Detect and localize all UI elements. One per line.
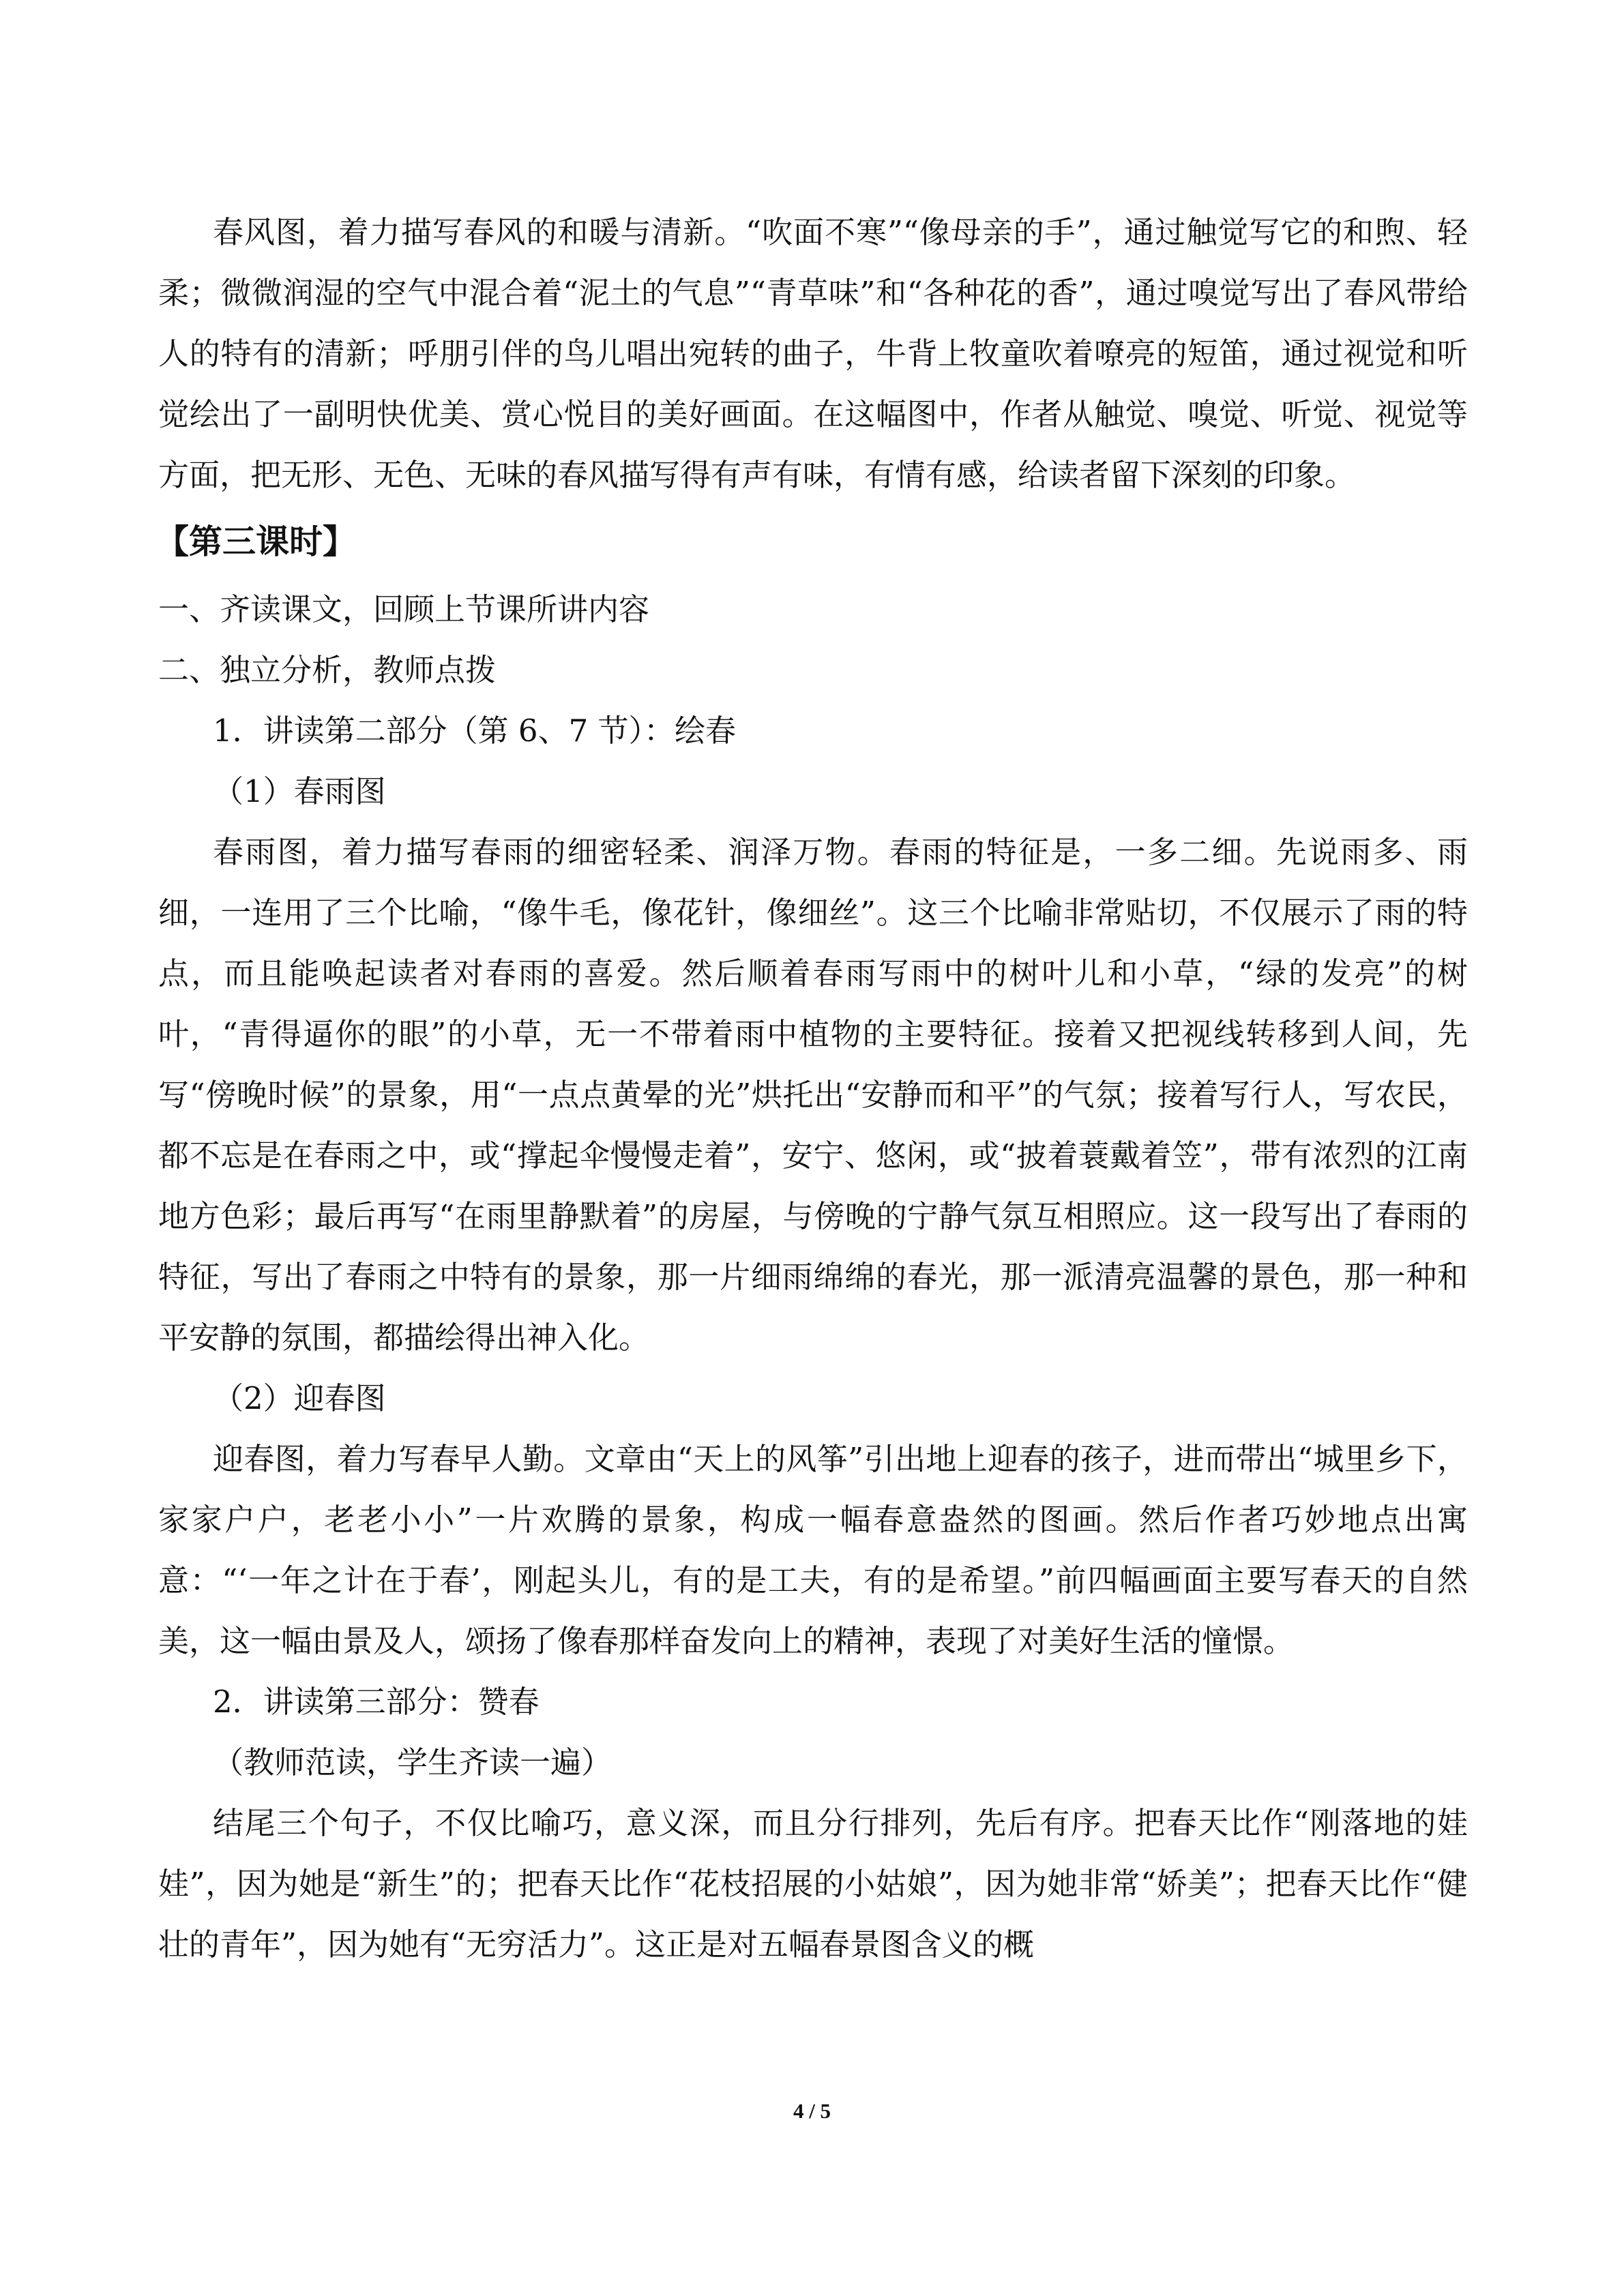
page-number: 4 / 5 (793, 2099, 831, 2123)
spring-rain-paragraph: 春雨图，着力描写春雨的细密轻柔、润泽万物。春雨的特征是，一多二细。先说雨多、雨细，一连用了三个比喻，“像牛毛，像花针，像细丝”。这三个比喻非常贴切，不仅展示了雨的特点，而且能唤起读者对春雨的喜爱。然后顺着春雨写雨中的树叶儿和小草，“绿的发亮”的树叶，“青得逼你的眼”的小草，无一不带着雨中植物的主要特征。接着又把视线转移到人间，先写“傍晚时候”的景象，用“一点点黄晕的光”烘托出“安静而和平”的气氛；接着写行人，写农民，都不忘是在春雨之中，或“撑起伞慢慢走着”，安宁、悠闲，或“披着蓑戴着笠”，带有浓烈的江南地方色彩；最后再写“在雨里静默着”的房屋，与傍晚的宁静气氛互相照应。这一段写出了春雨的特征，写出了春雨之中特有的景象，那一片细雨绵绵的春光，那一派清亮温馨的景色，那一种和平安静的氛围，都描绘得出神入化。 (158, 834, 1468, 1356)
lesson-heading: 【第三课时】 (156, 522, 357, 561)
subsection-spring-rain-title: （1）春雨图 (213, 773, 386, 809)
page-content (158, 202, 1468, 1975)
spring-wind-paragraph: 春风图，着力描写春风的和暖与清新。“吹面不寒”“像母亲的手”，通过触觉写它的和煦、轻柔；微微润湿的空气中混合着“泥土的气息”“青草味”和“各种花的香”，通过嗅觉写出了春风带给人的特有的清新；呼朋引伴的鸟儿唱出宛转的曲子，牛背上牧童吹着嘹亮的短笛，通过视觉和听觉绘出了一副明快优美、赏心悦目的美好画面。在这幅图中，作者从触觉、嗅觉、听觉、视觉等方面，把无形、无色、无味的春风描写得有声有味，有情有感，给读者留下深刻的印象。 (158, 214, 1468, 493)
subsection-welcome-spring-title: （2）迎春图 (213, 1380, 386, 1416)
welcome-spring-paragraph: 迎春图，着力写春早人勤。文章由“天上的风筝”引出地上迎春的孩子，进而带出“城里乡下，家家户户，老老小小”一片欢腾的景象，构成一幅春意盎然的图画。然后作者巧妙地点出寓意：“‘一年之计在于春’，刚起头儿，有的是工夫，有的是希望。”前四幅画面主要写春天的自然美，这一幅由景及人，颂扬了像春那样奋发向上的精神，表现了对美好生活的憧憬。 (158, 1441, 1468, 1659)
section-one-title: 1．讲读第二部分（第 6、7 节）：绘春 (213, 713, 737, 749)
praise-spring-paragraph: 结尾三个句子，不仅比喻巧，意义深，而且分行排列，先后有序。把春天比作“刚落地的娃娃”，因为她是“新生”的；把春天比作“花枝招展的小姑娘”，因为她非常“娇美”；把春天比作“健壮的青年”，因为她有“无穷活力”。这正是对五幅春景图含义的概 (158, 1805, 1468, 1963)
section-two-note: （教师范读，学生齐读一遍） (213, 1744, 612, 1780)
step-one: 一、齐读课文，回顾上节课所讲内容 (158, 591, 650, 627)
step-two: 二、独立分析，教师点拨 (158, 652, 497, 688)
section-two-title: 2．讲读第三部分：赞春 (213, 1684, 540, 1720)
